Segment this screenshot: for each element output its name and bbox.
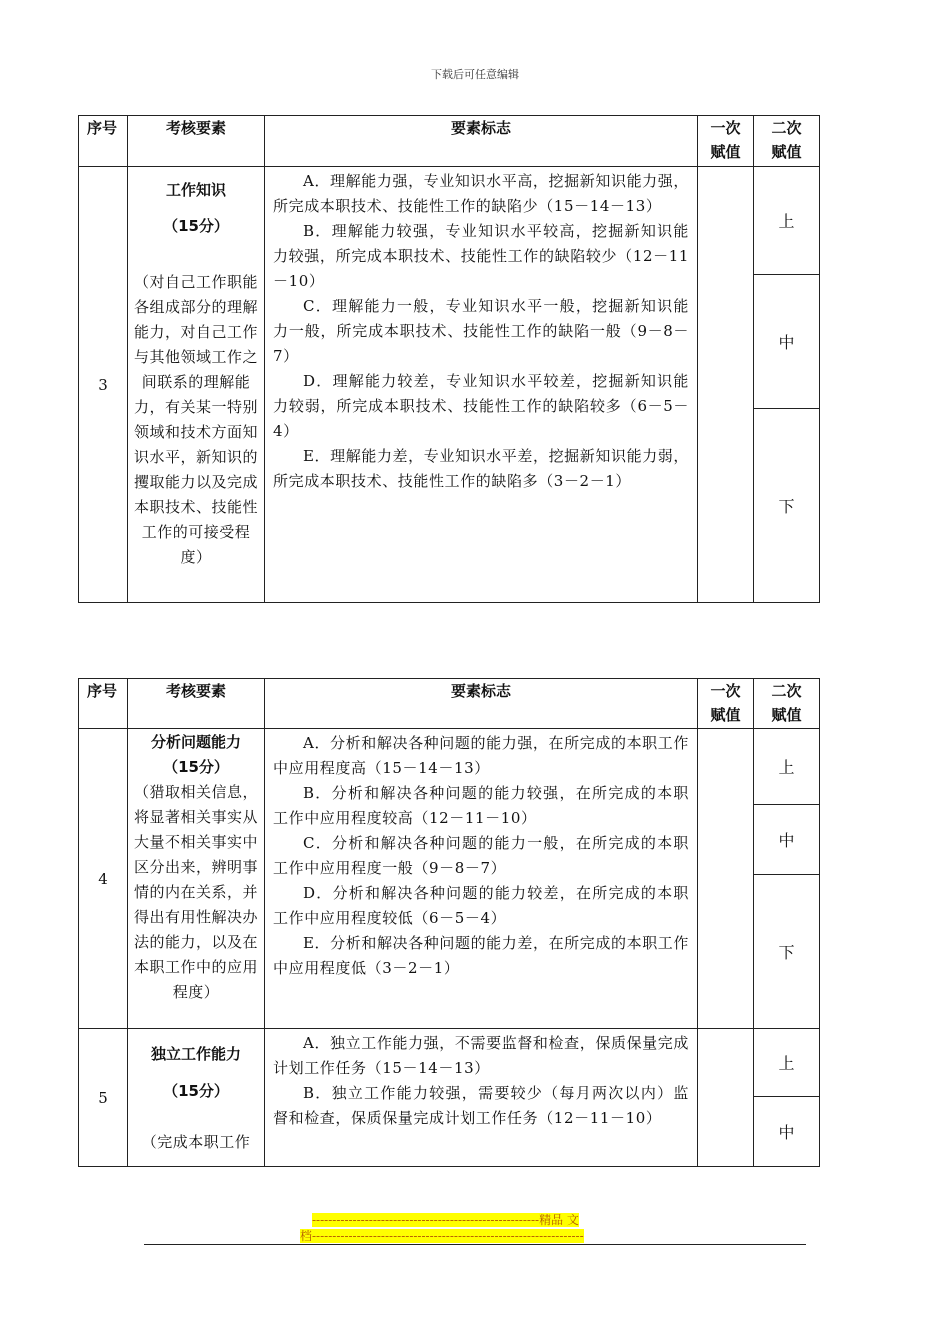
mark-c: C．分析和解决各种问题的能力一般，在所完成的本职工作中应用程度一般（9－8－7） <box>273 834 689 877</box>
table-row <box>79 1029 820 1167</box>
mark-a: A．理解能力强，专业知识水平高，挖掘新知识能力强，所完成本职技术、技能性工作的缺陷少（15－14－13） <box>273 172 689 215</box>
element-description: （猎取相关信息，将显著相关事实从大量不相关事实中区分出来，辨明事情的内在关系，并得出有用性解决办法的能力，以及在本职工作中的应用程度） <box>134 783 259 1001</box>
col-second-score-header: 二次 赋值 <box>754 116 820 167</box>
row-seq: 5 <box>79 1029 128 1167</box>
first-score-cell[interactable] <box>698 1029 754 1167</box>
col-seq-header: 序号 <box>79 679 128 729</box>
grade-middle[interactable]: 中 <box>778 1123 795 1142</box>
mark-c: C．理解能力一般，专业知识水平一般，挖掘新知识能力一般，所完成本职技术、技能性工作的缺陷一般（9－8－7） <box>273 297 689 365</box>
mark-b: B．独立工作能力较强，需要较少（每月两次以内）监督和检查，保质保量完成计划工作任务（12－11－10） <box>273 1084 689 1127</box>
table-row <box>79 167 820 603</box>
mark-d: D．分析和解决各种问题的能力较差，在所完成的本职工作中应用程度较低（6－5－4） <box>273 884 689 927</box>
row-seq: 4 <box>79 729 128 1029</box>
grade-upper[interactable]: 上 <box>754 1029 819 1097</box>
mark-b: B．理解能力较强，专业知识水平较高，挖掘新知识能力较强，所完成本职技术、技能性工作的缺陷较少（12－11－10） <box>273 222 689 290</box>
mark-d: D．理解能力较差，专业知识水平较差，挖掘新知识能力较弱，所完成本职技术、技能性工作的缺陷较多（6－5－4） <box>273 372 689 440</box>
grade-lower[interactable]: 下 <box>778 943 795 962</box>
grade-middle[interactable]: 中 <box>754 805 819 875</box>
grade-lower[interactable]: 下 <box>778 497 795 516</box>
assessment-table-2 <box>78 678 820 1167</box>
assessment-table-1 <box>78 115 820 603</box>
col-marks-header: 要素标志 <box>265 679 698 729</box>
mark-e: E．理解能力差，专业知识水平差，挖掘新知识能力弱，所完成本职技术、技能性工作的缺陷多（3－2－1） <box>273 447 689 490</box>
footer-note <box>300 1212 650 1244</box>
footer-line-1: --------------------------------------------------------精品 文 <box>312 1213 579 1227</box>
grade-cell <box>754 1029 820 1167</box>
first-score-cell[interactable] <box>698 167 754 603</box>
marks-cell <box>265 167 698 603</box>
page-header: 下载后可任意编辑 <box>431 68 519 81</box>
element-cell <box>128 729 265 1029</box>
grade-cell <box>754 167 820 603</box>
table-row <box>79 729 820 1029</box>
grade-middle[interactable]: 中 <box>754 275 819 409</box>
element-cell <box>128 1029 265 1167</box>
table-header-row <box>79 679 820 729</box>
footer-line-2: 档------------------------------------------------------------------- <box>300 1229 584 1243</box>
mark-a: A．分析和解决各种问题的能力强，在所完成的本职工作中应用程度高（15－14－13） <box>273 734 689 777</box>
col-first-score-header: 一次 赋值 <box>698 679 754 729</box>
grade-upper[interactable]: 上 <box>754 729 819 805</box>
mark-a: A．独立工作能力强，不需要监督和检查，保质保量完成计划工作任务（15－14－13） <box>273 1034 689 1077</box>
col-second-score-header: 二次 赋值 <box>754 679 820 729</box>
element-name: 工作知识 <box>165 181 226 199</box>
col-seq-header: 序号 <box>79 116 128 167</box>
element-score: （15分） <box>163 1082 229 1100</box>
mark-b: B．分析和解决各种问题的能力较强，在所完成的本职工作中应用程度较高（12－11－10） <box>273 784 689 827</box>
mark-e: E．分析和解决各种问题的能力差，在所完成的本职工作中应用程度低（3－2－1） <box>273 934 689 977</box>
row-seq: 3 <box>79 167 128 603</box>
col-element-header: 考核要素 <box>128 679 265 729</box>
footer-divider <box>144 1244 806 1245</box>
marks-cell <box>265 1029 698 1167</box>
marks-cell <box>265 729 698 1029</box>
element-description: （完成本职工作 <box>141 1133 251 1151</box>
element-name: 独立工作能力 <box>150 1045 241 1063</box>
table-header-row <box>79 116 820 167</box>
element-score: （15分） <box>163 217 229 235</box>
col-marks-header: 要素标志 <box>265 116 698 167</box>
col-first-score-header: 一次 赋值 <box>698 116 754 167</box>
element-name: 分析问题能力 <box>150 733 241 751</box>
element-cell <box>128 167 265 603</box>
grade-cell <box>754 729 820 1029</box>
element-description: （对自己工作职能各组成部分的理解能力，对自己工作与其他领域工作之间联系的理解能力，有关某一特别领域和技术方面知识水平，新知识的攫取能力以及完成本职技术、技能性工作的可接受程度） <box>134 273 259 566</box>
col-element-header: 考核要素 <box>128 116 265 167</box>
grade-upper[interactable]: 上 <box>754 167 819 275</box>
first-score-cell[interactable] <box>698 729 754 1029</box>
element-score: （15分） <box>163 758 229 776</box>
